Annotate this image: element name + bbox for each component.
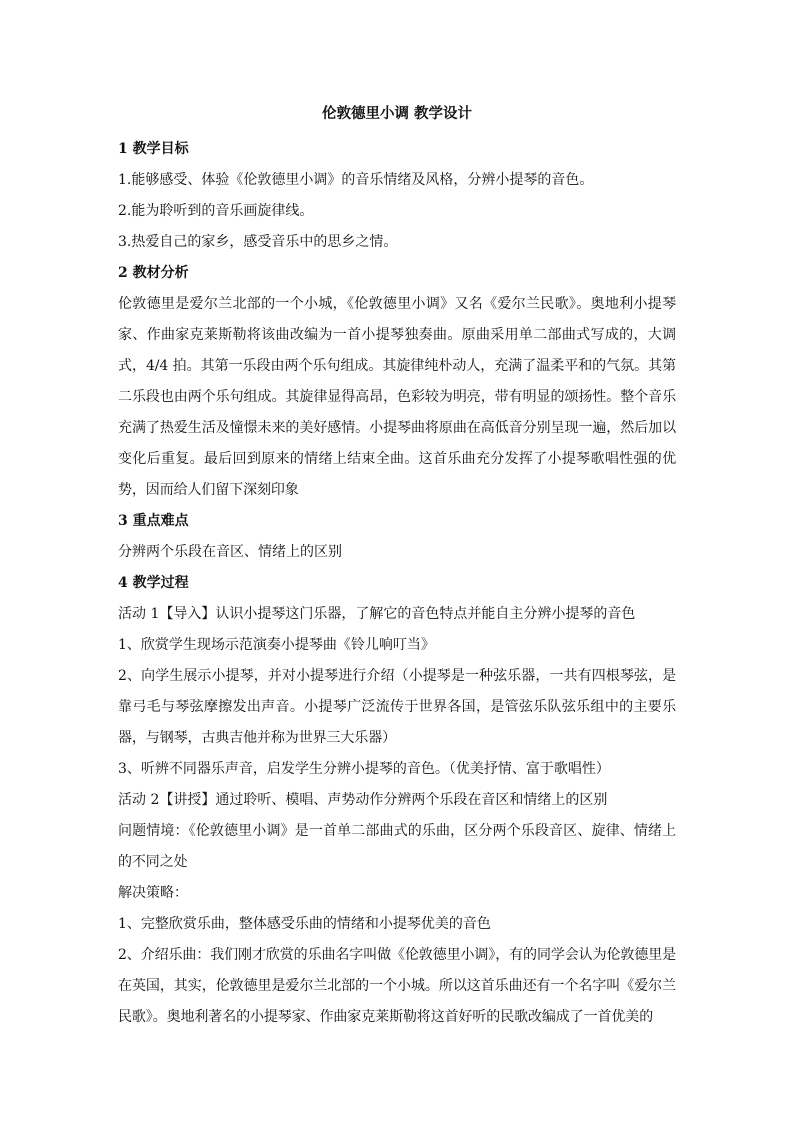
section-heading-analysis: 2 教材分析 — [118, 265, 189, 281]
section-heading-process: 4 教学过程 — [118, 575, 189, 591]
activity-1-text: 活动 1【导入】认识小提琴这门乐器，了解它的音色特点并能自主分辨小提琴的音色 — [118, 606, 636, 622]
section-heading-keypoints: 3 重点难点 — [118, 513, 189, 529]
goal-item: 2.能为聆听到的音乐画旋律线。 — [118, 203, 314, 219]
strategy-step: 2、介绍乐曲：我们刚才欣赏的乐曲名字叫做《伦敦德里小调》，有的同学会认为伦敦德里是在英国，其实，伦敦德里是爱尔兰北部的一个小城。所以这首乐曲还有一个名字叫《爱尔兰民歌》。奥地利著名的小提琴家、作曲家克莱斯勒将这首好听的民歌改编成了一首优美的 — [118, 947, 676, 1025]
strategy-step: 1、完整欣赏乐曲，整体感受乐曲的情绪和小提琴优美的音色 — [118, 916, 491, 932]
process-step: 3、听辨不同器乐声音，启发学生分辨小提琴的音色。（优美抒情、富于歌唱性） — [118, 761, 610, 777]
problem-text: 问题情境：《伦敦德里小调》是一首单二部曲式的乐曲，区分两个乐段音区、旋律、情绪上的不同之处 — [118, 823, 676, 870]
process-step: 1、欣赏学生现场示范演奏小提琴曲《铃儿响叮当》 — [118, 637, 435, 653]
keypoints-text: 分辨两个乐段在音区、情绪上的区别 — [118, 544, 342, 560]
activity-2-text: 活动 2【讲授】通过聆听、模唱、声势动作分辨两个乐段在音区和情绪上的区别 — [118, 792, 608, 808]
goal-item: 1.能够感受、体验《伦敦德里小调》的音乐情绪及风格，分辨小提琴的音色。 — [118, 172, 594, 188]
analysis-paragraph: 伦敦德里是爱尔兰北部的一个小城，《伦敦德里小调》又名《爱尔兰民歌》。奥地利小提琴家、作曲家克莱斯勒将该曲改编为一首小提琴独奏曲。原曲采用单二部曲式写成的，大调式，4/4 拍。其第一乐段由两个乐句组成。其旋律纯朴动人，充满了温柔平和的气氛。其第二乐段也由两个乐句组成。其旋律显得高昂，色彩较为明亮，带有明显的颂扬性。整个音乐充满了热爱生活及憧憬未来的美好感情。小提琴曲将原曲在高低音分别呈现一遍，然后加以变化后重复。最后回到原来的情绪上结束全曲。这首乐曲充分发挥了小提琴歌唱性强的优势，因而给人们留下深刻印象 — [118, 296, 676, 498]
goal-item: 3.热爱自己的家乡，感受音乐中的思乡之情。 — [118, 234, 398, 250]
document-title: 伦敦德里小调 教学设计 — [321, 105, 473, 122]
section-heading-goals: 1 教学目标 — [118, 141, 189, 157]
document-body — [118, 102, 676, 1033]
process-step: 2、向学生展示小提琴，并对小提琴进行介绍（小提琴是一种弦乐器，一共有四根琴弦，是靠弓毛与琴弦摩擦发出声音。小提琴广泛流传于世界各国，是管弦乐队弦乐组中的主要乐器，与钢琴，古典吉他并称为世界三大乐器） — [118, 668, 676, 746]
strategy-label: 解决策略： — [118, 885, 188, 901]
